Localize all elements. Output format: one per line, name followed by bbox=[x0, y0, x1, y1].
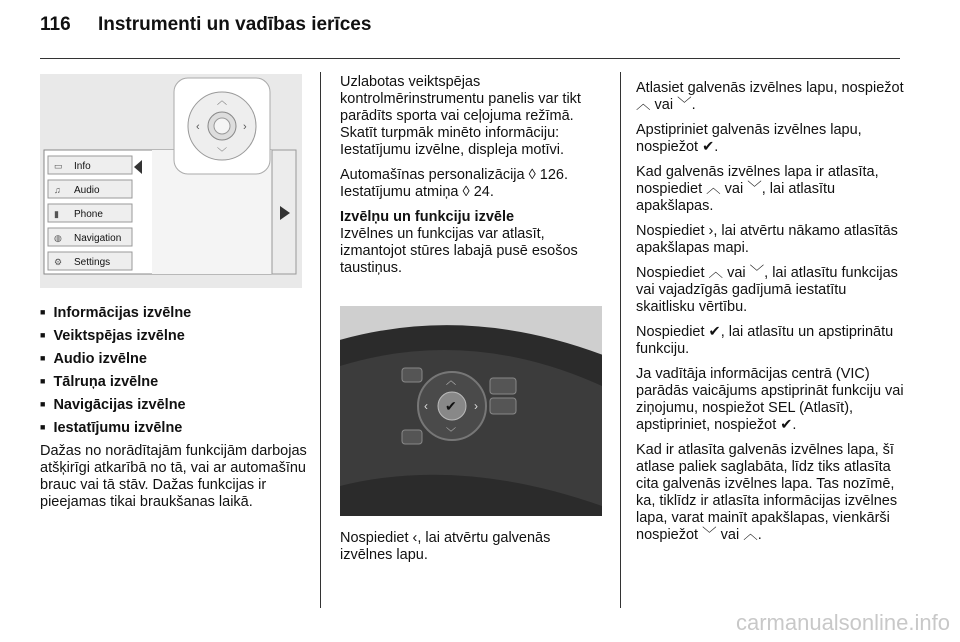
page-header bbox=[40, 14, 371, 36]
right-paragraph: Nospiediet ›, lai atvērtu nākamo atlasītās apakšlapas mapi. bbox=[636, 223, 898, 256]
bullet-item: ■ Iestatījumu izvēlne bbox=[40, 420, 310, 438]
right-paragraph: Kad ir atlasīta galvenās izvēlnes lapa, šī atlase paliek saglabāta, līdz tiks atlasīta cita galvenās izvēlnes lapa. Tas nozīmē, ka, tiklīdz ir atlasīta informācijas izvēlnes lapa, varat mainīt apakšlapas, vienkārši nospiežot ﹀ vai ︿. bbox=[636, 442, 898, 543]
svg-text:︿: ︿ bbox=[217, 96, 227, 107]
right-arrow-icon: › bbox=[474, 399, 478, 413]
paragraph-dashboard: Uzlabotas veiktspējas kontrolmērinstrumentu panelis var tikt parādīts sporta vai ceļojuma režīmā. Skatīt turpmāk minēto informāciju: Iestatījumu izvēlne, displeja motīvi. bbox=[340, 74, 581, 158]
display-illustration bbox=[40, 74, 302, 288]
section-heading: Izvēlņu un funkciju izvēle bbox=[340, 209, 515, 225]
right-paragraph: Atlasiet galvenās izvēlnes lapu, nospiežot ︿ vai ﹀. bbox=[636, 80, 904, 113]
menu-info-icon: ▭ bbox=[54, 161, 63, 171]
menu-info bbox=[48, 156, 132, 174]
bullet-item: ■ Informācijas izvēlne bbox=[40, 305, 310, 323]
paragraph-select: Izvēlnes un funkcijas var atlasīt, izmantojot stūres labajā pusē esošos taustiņus. bbox=[340, 226, 578, 276]
svg-text:›: › bbox=[243, 121, 247, 133]
left-arrow-icon: ‹ bbox=[424, 399, 428, 413]
steering-wheel-photo bbox=[340, 306, 602, 516]
down-arrow-icon: ﹀ bbox=[446, 428, 456, 439]
bullet-item: ■ Audio izvēlne bbox=[40, 351, 310, 369]
middle-column bbox=[340, 74, 605, 285]
check-icon: ✔ bbox=[445, 398, 457, 414]
watermark: carmanualsonline.info bbox=[735, 610, 950, 635]
bullet-item: ■ Veiktspējas izvēlne bbox=[40, 328, 310, 346]
settings-icon: ⚙ bbox=[54, 257, 63, 267]
menu-audio-label: Audio bbox=[74, 185, 100, 196]
paragraph-open-main: Nospiediet ‹, lai atvērtu galvenās izvēlnes lapu. bbox=[340, 530, 551, 563]
paragraph-crossref: Automašīnas personalizācija ◊ 126. Iestatījumu atmiņa ◊ 24. bbox=[340, 167, 569, 200]
middle-bottom bbox=[340, 530, 605, 572]
menu-phone-label: Phone bbox=[74, 209, 103, 220]
bullet-item: ■ Tālruņa izvēlne bbox=[40, 374, 310, 392]
compass-icon: ◍ bbox=[54, 233, 62, 243]
right-paragraph: Nospiediet ︿ vai ﹀, lai atlasītu funkcijas vai vajadzīgās gadījumā iestatītu skaitlisku vērtību. bbox=[636, 265, 898, 315]
right-column bbox=[636, 80, 906, 552]
column-divider-1 bbox=[320, 72, 321, 608]
menu-settings-label: Settings bbox=[74, 257, 111, 268]
right-paragraph: Ja vadītāja informācijas centrā (VIC) parādās vaicājums apstiprināt funkciju vai ziņojumu, nospiežot SEL (Atlasīt), apstipriniet, nospiežot ✔. bbox=[636, 366, 904, 433]
page-number: 116 bbox=[40, 14, 71, 35]
music-note-icon: ♫ bbox=[54, 185, 61, 195]
menu-navigation-label: Navigation bbox=[74, 233, 122, 244]
menu-info-label: Info bbox=[74, 161, 91, 172]
phone-icon: ▮ bbox=[54, 209, 59, 219]
right-paragraph: Apstipriniet galvenās izvēlnes lapu, nospiežot ✔. bbox=[636, 122, 862, 155]
controller-pad-icon bbox=[174, 78, 270, 174]
right-paragraph: Nospiediet ✔, lai atlasītu un apstiprinātu funkciju. bbox=[636, 324, 894, 357]
page-title: Instrumenti un vadības ierīces bbox=[97, 14, 372, 35]
right-paragraph: Kad galvenās izvēlnes lapa ir atlasīta, nospiediet ︿ vai ﹀, lai atlasītu apakšlapas. bbox=[636, 164, 879, 214]
svg-text:﹀: ﹀ bbox=[217, 148, 227, 159]
left-column bbox=[40, 305, 310, 519]
header-rule bbox=[40, 58, 900, 59]
svg-text:‹: ‹ bbox=[196, 121, 200, 133]
left-paragraph: Dažas no norādītajām funkcijām darbojas atšķirīgi atkarībā no tā, vai ar automašīnu brauc vai tā stāv. Dažas funkcijas ir pieejamas tikai braukšanas laikā. bbox=[40, 443, 307, 510]
up-arrow-icon: ︿ bbox=[446, 376, 456, 387]
column-divider-2 bbox=[620, 72, 621, 608]
bullet-item: ■ Navigācijas izvēlne bbox=[40, 397, 310, 415]
